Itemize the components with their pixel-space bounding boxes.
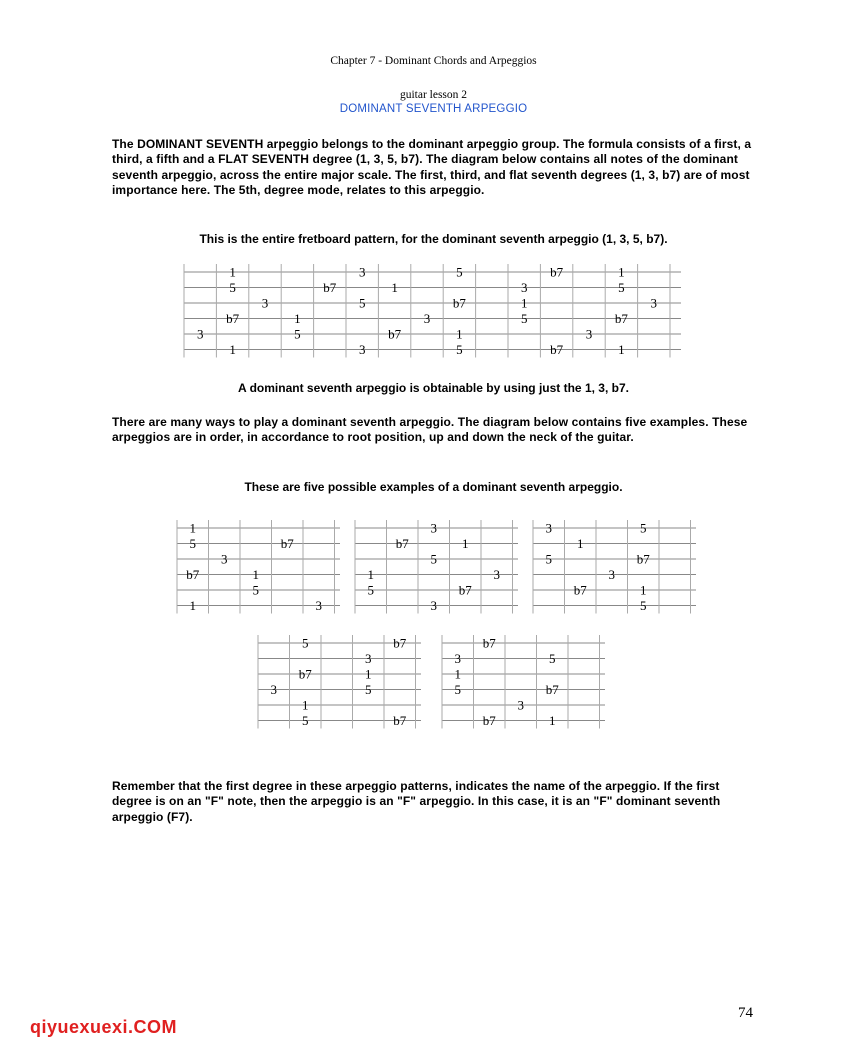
fretboard-note: 5 xyxy=(252,582,259,598)
fretboard-example-3 xyxy=(533,520,696,613)
page-number: 74 xyxy=(738,1005,753,1021)
fretboard-note: 3 xyxy=(270,682,277,697)
fretboard-note: b7 xyxy=(482,635,496,651)
fretboard-note: 1 xyxy=(640,582,647,598)
fretboard-note: 1 xyxy=(294,311,301,326)
fretboard-note: 5 xyxy=(456,264,463,280)
fretboard-note: 1 xyxy=(229,342,236,357)
fretboard-note: b7 xyxy=(573,582,587,598)
fretboard-note: 3 xyxy=(423,311,431,326)
fretboard-note: 1 xyxy=(252,567,259,582)
fretboard-note: 5 xyxy=(365,682,372,697)
fretboard-note: b7 xyxy=(298,666,312,682)
fretboard-note: 5 xyxy=(520,311,528,326)
fretboard-note: 3 xyxy=(520,280,528,295)
fretboard-note: 1 xyxy=(456,326,463,342)
remember-paragraph: Remember that the first degree in these arpeggio patterns, indicates the name of the arpeggio. If the first degree is on an "F" note, then the arpeggio is an "F" arpeggio. In this case, it is an "F" dominant seventh arpeggio (F7). xyxy=(112,779,721,824)
fretboard-note: 1 xyxy=(229,264,236,280)
fretboard-note: 5 xyxy=(640,598,647,613)
fretboard-example-4 xyxy=(258,635,421,728)
fretboard-note: b7 xyxy=(388,326,402,342)
fretboard-note: 3 xyxy=(196,326,204,342)
fretboard-note: 3 xyxy=(650,295,658,311)
fretboard-note: 1 xyxy=(549,713,556,728)
intro-paragraph: The DOMINANT SEVENTH arpeggio belongs to the dominant arpeggio group. The formula consists of a first, a third, a fifth and a FLAT SEVENTH degree (1, 3, 5, b7). The diagram below contains all notes of the dominant seventh arpeggio, across the entire major scale. The first, third, and flat seventh degrees (1, 3, b7) are of most importance here. The 5th, degree mode, relates to this arpeggio. xyxy=(112,137,752,197)
fretboard-note: 1 xyxy=(391,280,398,295)
caption-full-pattern: This is the entire fretboard pattern, for the dominant seventh arpeggio (1, 3, 5, b7). xyxy=(199,232,668,246)
fretboard-note: 5 xyxy=(302,713,309,728)
fretboard-note: 1 xyxy=(618,264,625,280)
fretboard-note: 3 xyxy=(358,342,366,357)
fretboard-note: 1 xyxy=(302,697,309,713)
fretboard-note: b7 xyxy=(393,713,407,728)
fretboard-note: 5 xyxy=(367,582,374,598)
fretboard-note: b7 xyxy=(550,264,564,280)
fretboard-note: 1 xyxy=(618,342,625,357)
fretboard-note: b7 xyxy=(323,280,337,295)
fretboard-note: 3 xyxy=(365,651,372,666)
fretboard-note: 3 xyxy=(358,264,366,280)
fretboard-note: 3 xyxy=(315,598,322,613)
fretboard-note: 1 xyxy=(189,520,196,536)
fretboard-note: b7 xyxy=(636,551,650,567)
fretboard-example-5 xyxy=(442,635,605,728)
fretboard-note: 3 xyxy=(221,551,228,567)
fretboard-note: 5 xyxy=(618,280,625,295)
fretboard-note: 3 xyxy=(430,520,437,536)
chapter-heading: Chapter 7 - Dominant Chords and Arpeggios xyxy=(330,55,537,67)
fretboard-note: 3 xyxy=(493,567,500,582)
watermark: qiyuexuexi.COM xyxy=(30,1017,178,1037)
caption-obtainable: A dominant seventh arpeggio is obtainable by using just the 1, 3, b7. xyxy=(238,381,629,395)
fretboard-note: b7 xyxy=(280,536,294,551)
fretboard-note: 5 xyxy=(294,326,301,342)
fretboard-example-2 xyxy=(355,520,518,613)
fretboard-note: 5 xyxy=(456,342,463,357)
fretboard-note: 3 xyxy=(517,697,524,713)
fretboard-note: 5 xyxy=(640,520,647,536)
fretboard-note: 1 xyxy=(189,598,196,613)
fretboard-note: b7 xyxy=(186,567,200,582)
fretboard-note: 5 xyxy=(430,551,437,567)
fretboard-note: 5 xyxy=(302,635,309,651)
fretboard-note: b7 xyxy=(452,295,466,311)
fretboard-note: b7 xyxy=(226,311,240,326)
fretboard-example-1 xyxy=(177,520,340,613)
fretboard-note: 1 xyxy=(367,567,374,582)
fretboard-note: b7 xyxy=(550,342,564,357)
fretboard-note: 5 xyxy=(454,682,461,697)
lesson-label: guitar lesson 2 xyxy=(399,89,468,101)
fretboard-note: 1 xyxy=(454,666,461,682)
fretboard-note: 3 xyxy=(608,567,615,582)
fretboard-note: 5 xyxy=(549,651,556,666)
fretboard-note: 3 xyxy=(430,598,437,613)
fretboard-note: 5 xyxy=(189,536,196,551)
fretboard-note: b7 xyxy=(545,682,559,697)
fretboard-note: 1 xyxy=(577,536,584,551)
caption-five-examples: These are five possible examples of a dominant seventh arpeggio. xyxy=(244,480,623,494)
fretboard-note: 1 xyxy=(520,295,528,311)
page-title: DOMINANT SEVENTH ARPEGGIO xyxy=(339,103,528,115)
fretboard-note: 1 xyxy=(365,666,372,682)
fretboard-note: 3 xyxy=(585,326,593,342)
fretboard-note: 3 xyxy=(454,651,461,666)
fretboard-note: 5 xyxy=(229,280,236,295)
fretboard-note: 3 xyxy=(261,295,269,311)
fretboard-note: b7 xyxy=(614,311,628,326)
fretboard-note: 5 xyxy=(358,295,366,311)
fretboard-note: 1 xyxy=(462,536,469,551)
fretboard-full-pattern xyxy=(184,264,681,357)
fretboard-note: b7 xyxy=(482,713,496,728)
fretboard-note: 5 xyxy=(545,551,552,567)
fretboard-note: b7 xyxy=(393,635,407,651)
fretboard-note: 3 xyxy=(545,520,552,536)
examples-paragraph: There are many ways to play a dominant seventh arpeggio. The diagram below contains five examples. These arpeggios are in order, in accordance to root position, up and down the neck of the guitar. xyxy=(112,415,748,445)
fretboard-note: b7 xyxy=(458,582,472,598)
fretboard-note: b7 xyxy=(395,536,409,551)
